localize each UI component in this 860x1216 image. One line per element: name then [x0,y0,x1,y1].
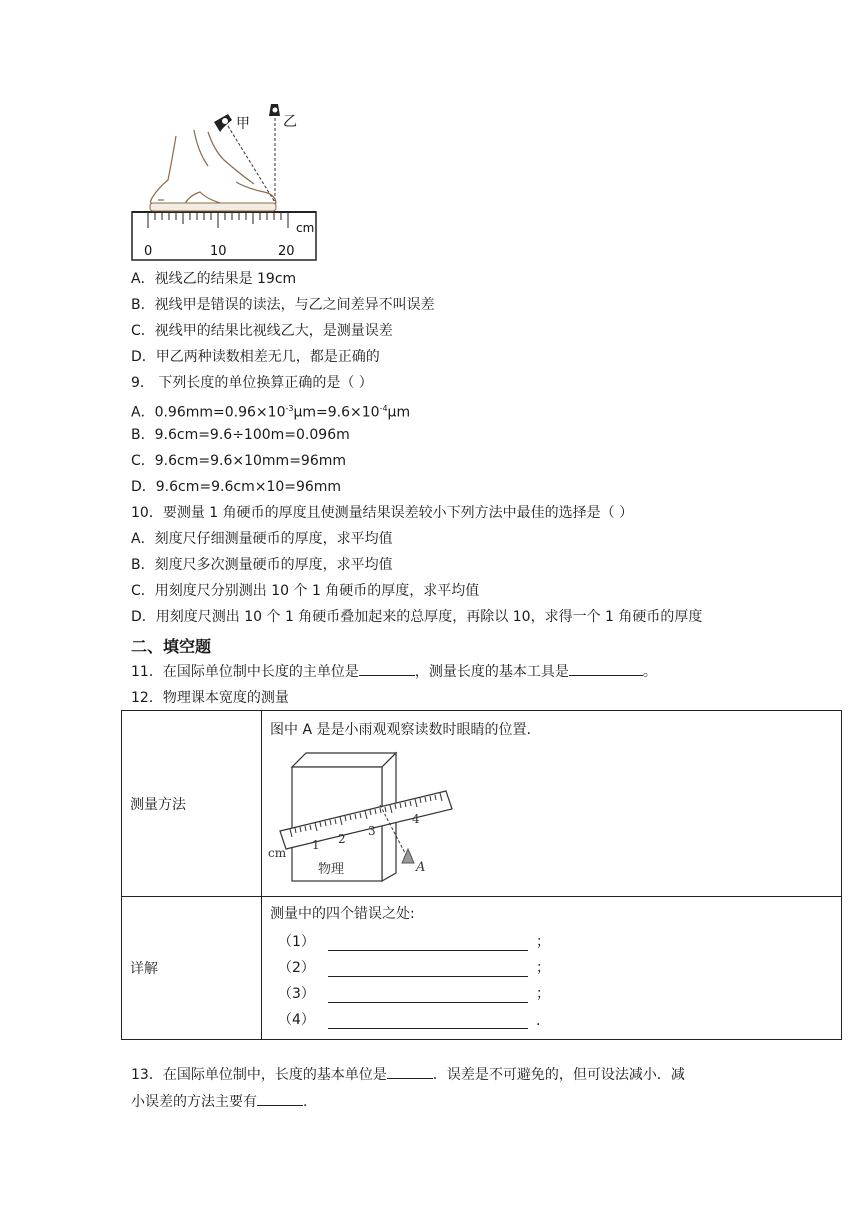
q12-blank-2[interactable] [328,962,528,977]
ruler-num-4: 4 [412,812,420,826]
q9-a-post: μm [387,404,411,421]
q12-item-num: （4） [278,1012,315,1028]
ruler-unit: cm [296,221,315,235]
ruler-tick-20: 20 [278,244,295,259]
q12-item-num: （2） [278,960,315,976]
sight-line-jia [228,126,276,204]
section-title-fill-blank: 二、填空题 [131,637,212,656]
q10-option-c: C．用刻度尺分别测出 10 个 1 角硬币的厚度，求平均值 [131,583,480,599]
q12-blank-4[interactable] [328,1014,528,1029]
q12-book-ruler-figure [268,745,476,885]
q11 [131,663,657,681]
q12-detail-item [270,977,841,1003]
q12-stem: 12．物理课本宽度的测量 [131,690,289,706]
ruler-num-3: 3 [368,824,376,838]
q13-blank-1[interactable] [387,1066,433,1079]
q12-detail-title: 测量中的四个错误之处: [270,906,415,922]
q13-line1-b: ．误差是不可避免的，但可设法减小．减 [432,1067,685,1083]
q12-item-end: ； [536,960,550,976]
ruler-tick-10: 10 [210,244,227,259]
q12-blank-1[interactable] [328,936,528,951]
q9-a-mid: μm=9.6×10 [293,404,380,421]
q11-part1: 11．在国际单位制中长度的主单位是 [131,664,359,680]
q11-blank-2[interactable] [569,663,643,676]
q11-part2: ，测量长度的基本工具是 [414,664,569,680]
q12-item-num: （3） [278,986,315,1002]
ruler-num-2: 2 [338,832,346,846]
eye-yi-label: 乙 [283,114,297,130]
hand-illustration [151,130,276,210]
q13-line2-a: 小误差的方法主要有 [131,1094,257,1110]
q12-detail-item [270,925,841,951]
q8-option-c: C．视线甲的结果比视线乙大，是测量误差 [131,323,393,339]
q13-line1-a: 13．在国际单位制中，长度的基本单位是 [131,1067,387,1083]
ruler-cm-label: cm [268,846,287,860]
q9-option-a [131,400,410,422]
q9-option-c: C．9.6cm=9.6×10mm=96mm [131,453,347,469]
eye-jia-label: 甲 [236,116,250,132]
q12-item-end: . [536,1013,541,1029]
q13-blank-2[interactable] [257,1093,303,1106]
q10-option-b: B．刻度尺多次测量硬币的厚度，求平均值 [131,557,393,573]
ruler-tick-0: 0 [144,244,153,259]
q10-stem: 10．要测量 1 角硬币的厚度且使测量结果误差较小下列方法中最佳的选择是（ ） [131,505,634,521]
eye-jia-icon [214,114,232,132]
q9-option-b: B．9.6cm=9.6÷100m=0.096m [131,427,350,443]
ruler-num-1: 1 [312,838,320,852]
q12-detail-item [270,1003,841,1029]
q12-item-num: （1） [278,934,315,950]
eye-yi-icon [269,104,280,116]
q13-line2-b: . [303,1094,308,1110]
q12-detail-item [270,951,841,977]
q12-detail-label: 详解 [122,897,262,1040]
measured-object [150,203,276,211]
book-label: 物理 [318,862,345,877]
q9-a-pre: A．0.96mm=0.96×10 [131,404,286,421]
q8-option-d: D．甲乙两种读数相差无几，都是正确的 [131,349,380,365]
eye-a-label: A [416,860,426,875]
q12-item-end: ； [536,934,550,950]
q12-blank-3[interactable] [328,988,528,1003]
q9-a-sup2: -4 [379,404,388,413]
q12-item-end: ； [536,986,550,1002]
q9-option-d: D．9.6cm=9.6cm×10=96mm [131,479,342,495]
q10-option-d: D．用刻度尺测出 10 个 1 角硬币叠加起来的总厚度，再除以 10，求得一个 1 角硬币的厚度 [131,609,703,625]
q11-part3: 。 [642,664,657,680]
q12-detail-cell [262,897,842,1040]
q12-method-text: 图中 A 是是小雨观观察读数时眼睛的位置. [270,722,531,738]
q12-method-cell [262,711,842,897]
q8-figure [128,100,328,265]
q8-option-a: A．视线乙的结果是 19cm [131,271,297,287]
q8-option-b: B．视线甲是错误的读法，与乙之间差异不叫误差 [131,297,435,313]
q13-line1 [131,1066,685,1084]
q12-method-label: 测量方法 [122,711,262,897]
q9-stem: 9． 下列长度的单位换算正确的是（ ） [131,375,373,391]
q10-option-a: A．刻度尺仔细测量硬币的厚度，求平均值 [131,531,393,547]
q13-line2 [131,1093,307,1111]
q9-a-sup1: -3 [285,404,294,413]
q11-blank-1[interactable] [359,663,415,676]
q12-table [121,710,842,1040]
